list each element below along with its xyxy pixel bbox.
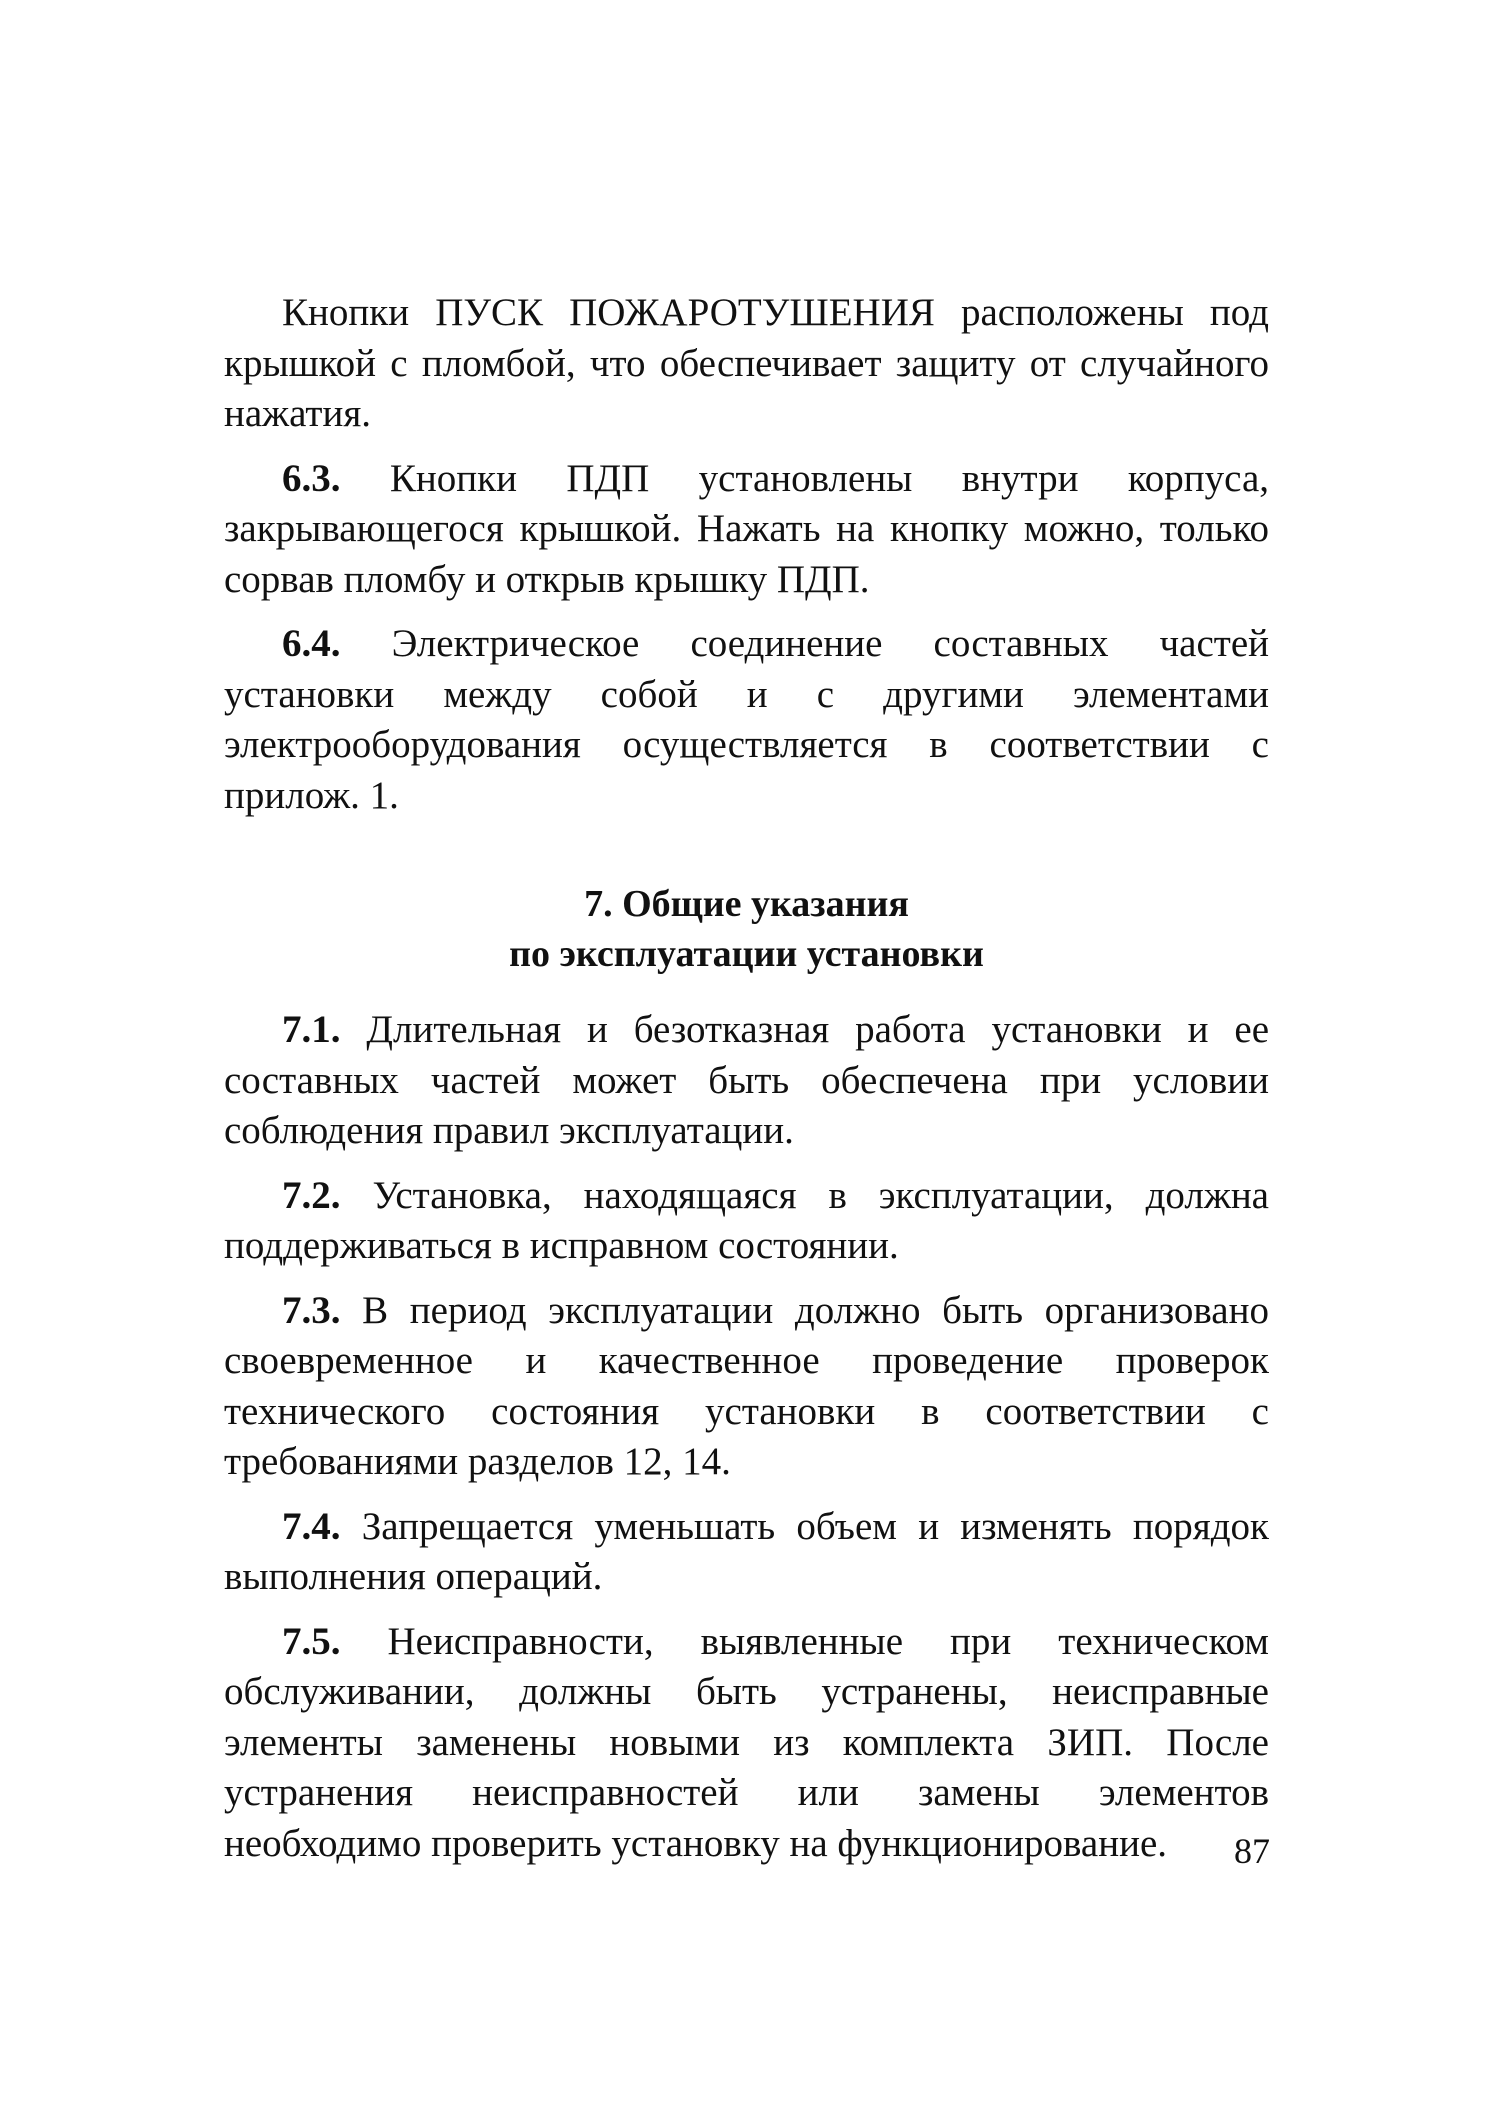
paragraph-number: 7.1. bbox=[282, 1008, 341, 1051]
section-heading-line-2: по эксплуатации установки bbox=[509, 933, 984, 975]
page-number: 87 bbox=[1234, 1831, 1270, 1871]
paragraph-number: 7.2. bbox=[282, 1173, 341, 1217]
paragraph-number: 6.3. bbox=[282, 456, 341, 500]
section-heading bbox=[224, 879, 1269, 979]
paragraph-6-4 bbox=[224, 619, 1269, 821]
paragraph-number: 7.3. bbox=[282, 1288, 341, 1332]
paragraph-number: 7.5. bbox=[282, 1619, 341, 1663]
intro-paragraph: Кнопки ПУСК ПОЖАРОТУШЕНИЯ расположены под крышкой с пломбой, что обеспечивает защиту от случайного нажатия. bbox=[224, 291, 1269, 435]
paragraph-7-1 bbox=[224, 1005, 1269, 1157]
paragraph-text: Запрещается уменьшать объем и изменять порядок выполнения операций. bbox=[224, 1504, 1269, 1598]
paragraph-text: Кнопки ПДП установлены внутри корпуса, закрывающегося крышкой. Нажать на кнопку можно, только сорвав пломбу и открыв крышку ПДП. bbox=[224, 456, 1269, 601]
paragraph-7-2 bbox=[224, 1171, 1269, 1272]
section-heading-line-1: 7. Общие указания bbox=[584, 883, 909, 925]
paragraph-number: 7.4. bbox=[282, 1504, 341, 1548]
paragraph-text: Неисправности, выявленные при техническом обслуживании, должны быть устранены, неисправные элементы заменены новыми из комплекта ЗИП. После устранения неисправностей или замены элементов необходимо проверить установку на функционирование. bbox=[224, 1619, 1269, 1865]
document-page bbox=[224, 288, 1269, 1883]
paragraph-7-5 bbox=[224, 1617, 1269, 1870]
paragraph-text: Электрическое соединение составных частей установки между собой и с другими элементами электрооборудования осуществляется в соответствии с прилож. 1. bbox=[224, 622, 1269, 817]
paragraph-6-3 bbox=[224, 454, 1269, 606]
paragraph-7-3 bbox=[224, 1286, 1269, 1488]
paragraph-text: Длительная и безотказная работа установки и ее составных частей может быть обеспечена при условии соблюдения правил эксплуатации. bbox=[224, 1008, 1270, 1152]
paragraph-text: Установка, находящаяся в эксплуатации, должна поддерживаться в исправном состоянии. bbox=[224, 1173, 1269, 1267]
paragraph-7-4 bbox=[224, 1502, 1269, 1603]
paragraph-number: 6.4. bbox=[282, 622, 341, 665]
paragraph-text: В период эксплуатации должно быть организовано своевременное и качественное проведение проверок технического состояния установки в соответствии с требованиями разделов 12, 14. bbox=[224, 1288, 1269, 1483]
